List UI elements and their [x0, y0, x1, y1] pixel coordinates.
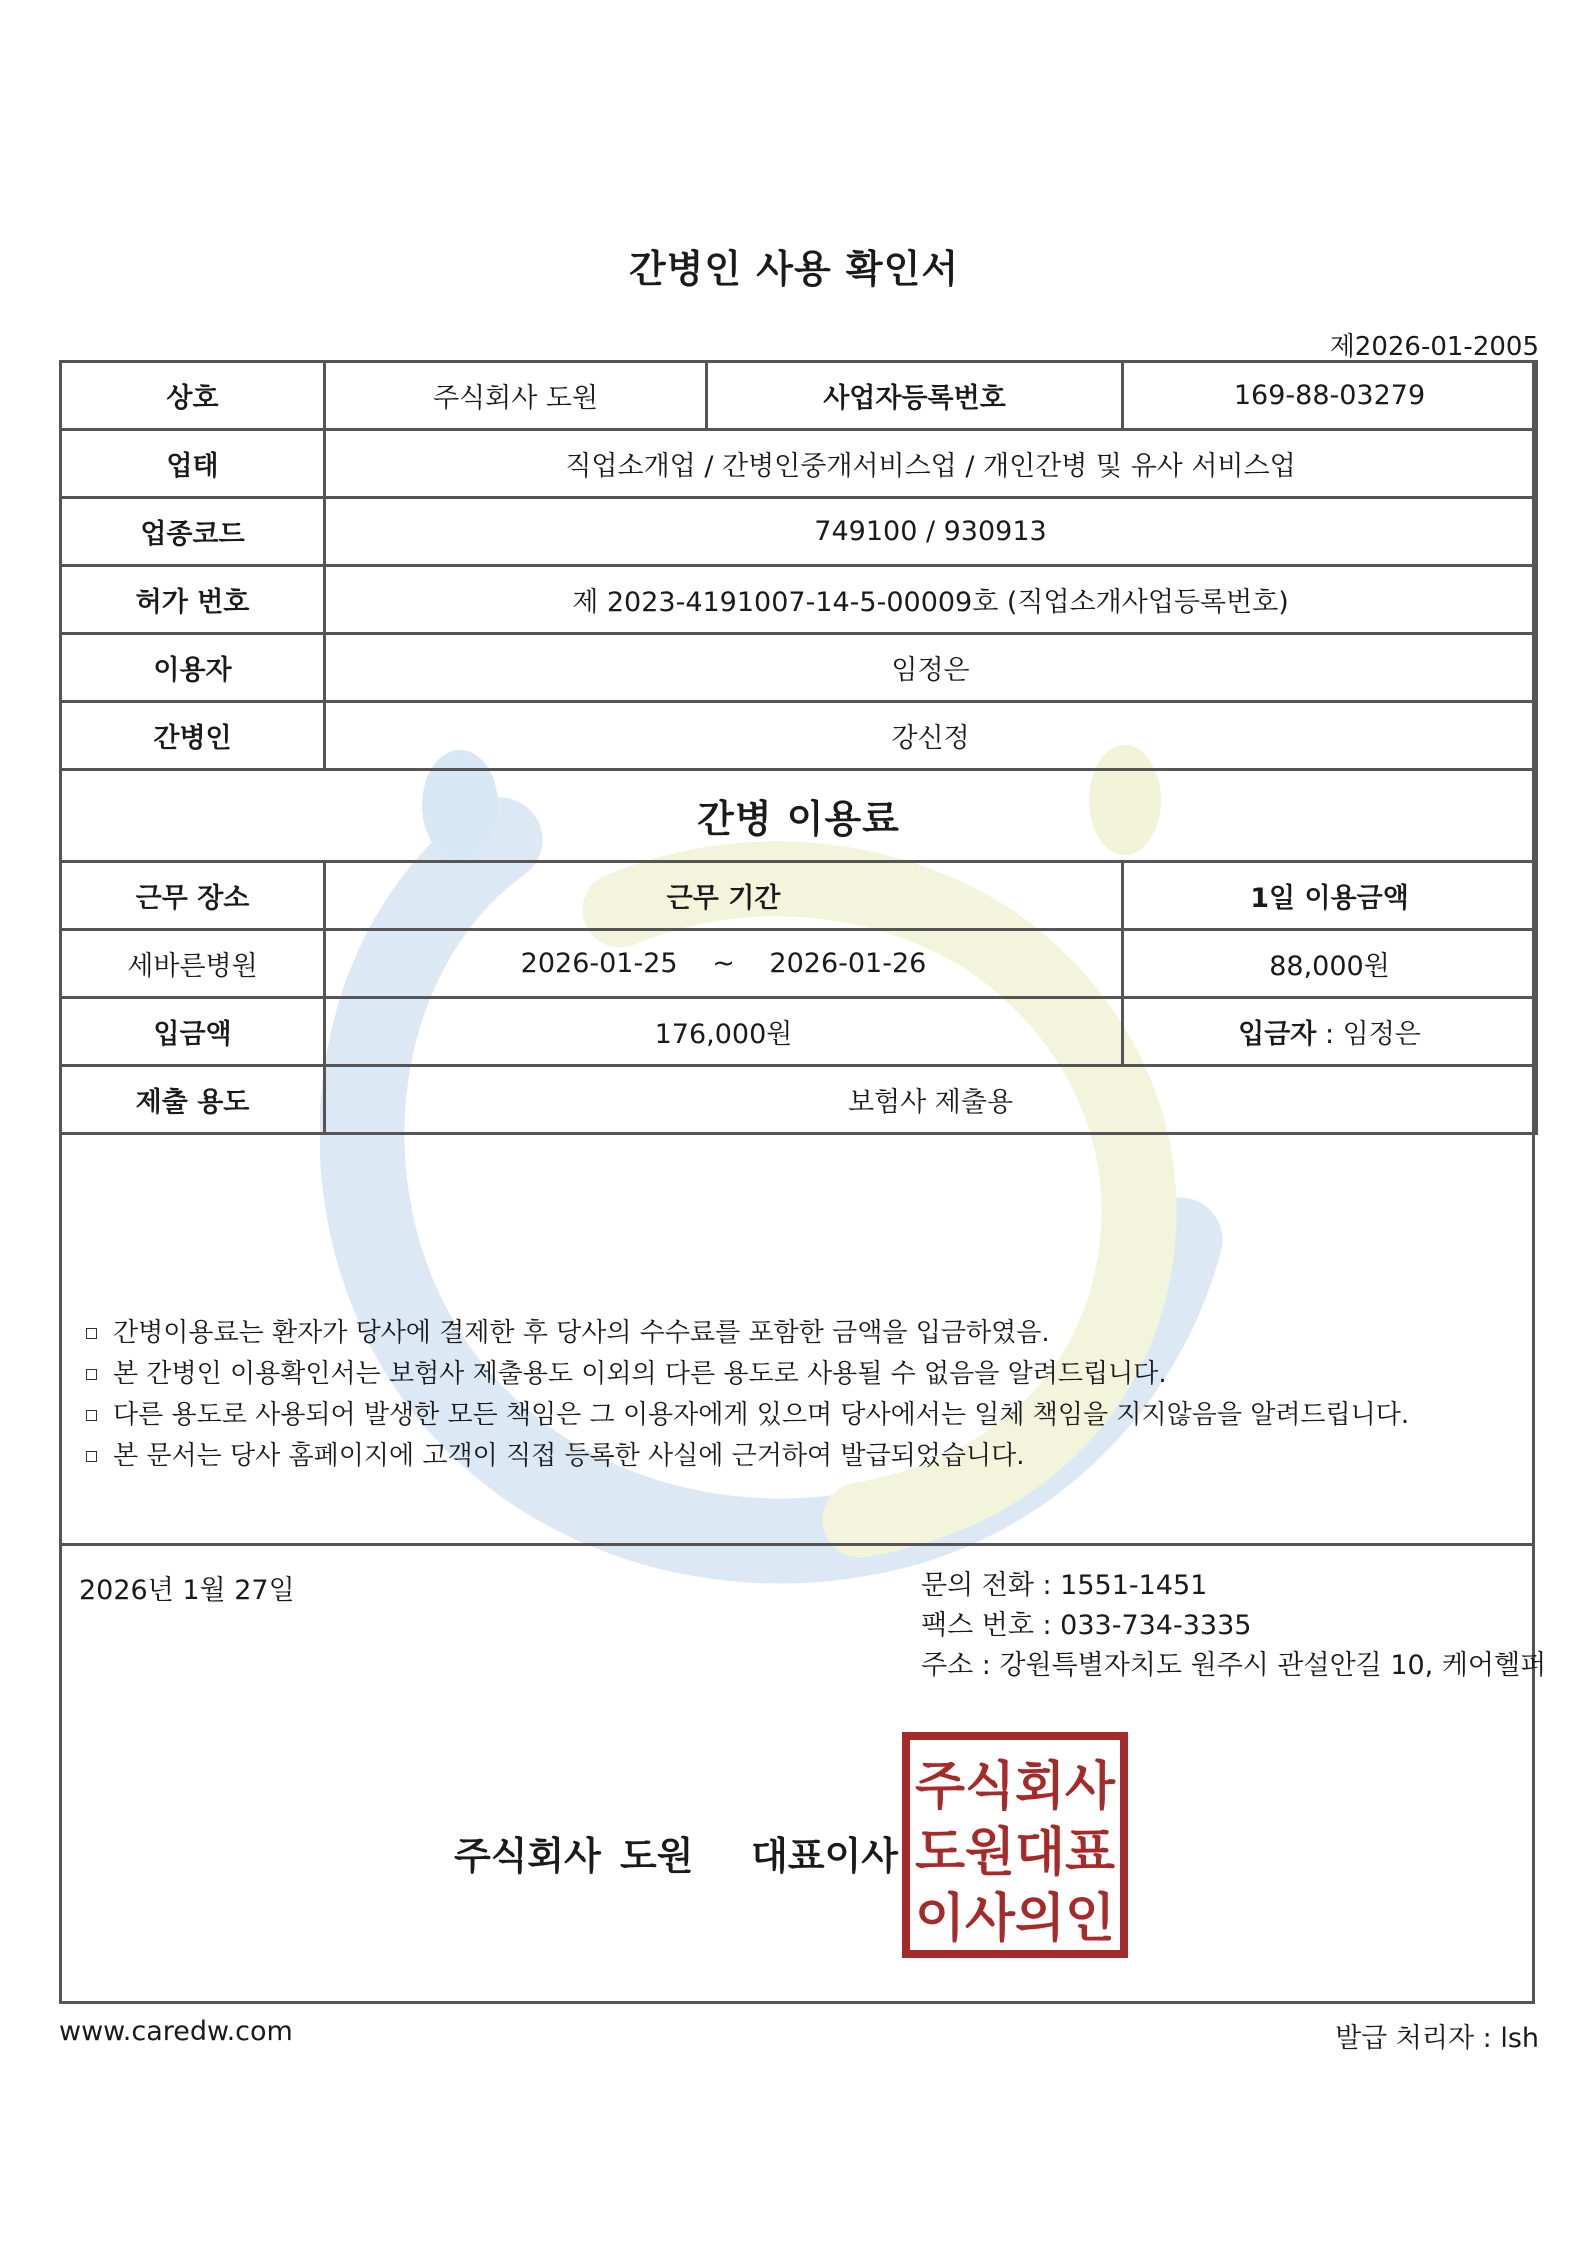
note-text: 간병이용료는 환자가 당사에 결제한 후 당사의 수수료를 포함한 금액을 입금하였음. [113, 1318, 1050, 1348]
row-business [61, 430, 1537, 498]
footer-divider [59, 1543, 1535, 1546]
square-bullet-icon [86, 1369, 97, 1380]
row-fee-values [61, 930, 1537, 998]
note-text: 본 간병인 이용확인서는 보험사 제출용도 이외의 다른 용도로 사용될 수 없음을 알려드립니다. [113, 1359, 1167, 1389]
code-value: 749100 / 930913 [325, 498, 1537, 566]
contact-block [921, 1566, 1546, 1686]
row-deposit [61, 998, 1537, 1066]
notes-list [86, 1313, 1409, 1477]
daily-value: 88,000원 [1123, 930, 1537, 998]
user-value: 임정은 [325, 634, 1537, 702]
period-start: 2026-01-25 [520, 948, 678, 979]
document-number: 제2026-01-2005 [1329, 332, 1539, 362]
contact-phone: 문의 전화 : 1551-1451 [921, 1570, 1208, 1601]
place-label: 근무 장소 [61, 862, 325, 930]
fee-section-title: 간병 이용료 [61, 770, 1537, 862]
seal-line-3: 이사의인 [915, 1889, 1115, 1949]
row-user [61, 634, 1537, 702]
period-value [325, 930, 1123, 998]
company-seal-icon [902, 1732, 1128, 1958]
note-text: 본 문서는 당사 홈페이지에 고객이 직접 등록한 사실에 근거하여 발급되었습니다. [113, 1441, 1025, 1471]
row-fee-section [61, 770, 1537, 862]
square-bullet-icon [86, 1451, 97, 1462]
regno-value: 169-88-03279 [1123, 362, 1537, 430]
daily-label: 1일 이용금액 [1123, 862, 1537, 930]
seal-line-2: 도원대표 [915, 1823, 1115, 1883]
issue-date: 2026년 1월 27일 [79, 1575, 295, 1606]
caregiver-label: 간병인 [61, 702, 325, 770]
business-value: 직업소개업 / 간병인중개서비스업 / 개인간병 및 유사 서비스업 [325, 430, 1537, 498]
purpose-label: 제출 용도 [61, 1066, 325, 1134]
depositor-label: 입금자 [1238, 1019, 1317, 1050]
company-name-label: 상호 [61, 362, 325, 430]
note-item [86, 1354, 1409, 1395]
code-label: 업종코드 [61, 498, 325, 566]
square-bullet-icon [86, 1328, 97, 1339]
row-company [61, 362, 1537, 430]
license-value: 제 2023-4191007-14-5-00009호 (직업소개사업등록번호) [325, 566, 1537, 634]
period-end: 2026-01-26 [769, 948, 927, 979]
depositor-value: 임정은 [1342, 1019, 1421, 1050]
depositor-separator: : [1316, 1019, 1343, 1050]
deposit-label: 입금액 [61, 998, 325, 1066]
note-item [86, 1436, 1409, 1477]
note-text: 다른 용도로 사용되어 발생한 모든 책임은 그 이용자에게 있으며 당사에서는 일체 책임을 지지않음을 알려드립니다. [113, 1400, 1410, 1430]
company-name: 주식회사 도원 [325, 362, 707, 430]
business-label: 업태 [61, 430, 325, 498]
row-license [61, 566, 1537, 634]
signer-name: 주식회사 도원 대표이사 [454, 1834, 898, 1878]
row-caregiver [61, 702, 1537, 770]
deposit-value: 176,000원 [325, 998, 1123, 1066]
row-purpose [61, 1066, 1537, 1134]
document-title: 간병인 사용 확인서 [628, 247, 960, 291]
issuer-info: 발급 처리자 : lsh [1335, 2023, 1539, 2054]
website-url: www.caredw.com [59, 2016, 293, 2047]
note-item [86, 1313, 1409, 1354]
seal-line-1: 주식회사 [915, 1757, 1116, 1817]
square-bullet-icon [86, 1410, 97, 1421]
period-label: 근무 기간 [325, 862, 1123, 930]
depositor-cell [1123, 998, 1537, 1066]
caregiver-value: 강신정 [325, 702, 1537, 770]
row-code [61, 498, 1537, 566]
place-value: 세바른병원 [61, 930, 325, 998]
note-item [86, 1395, 1409, 1436]
license-label: 허가 번호 [61, 566, 325, 634]
row-fee-header [61, 862, 1537, 930]
contact-fax: 팩스 번호 : 033-734-3335 [921, 1610, 1252, 1641]
regno-label: 사업자등록번호 [707, 362, 1123, 430]
period-separator: ~ [712, 948, 735, 979]
user-label: 이용자 [61, 634, 325, 702]
contact-address: 주소 : 강원특별자치도 원주시 관설안길 10, 케어헬퍼 [921, 1650, 1547, 1681]
info-table [59, 360, 1538, 1135]
purpose-value: 보험사 제출용 [325, 1066, 1537, 1134]
